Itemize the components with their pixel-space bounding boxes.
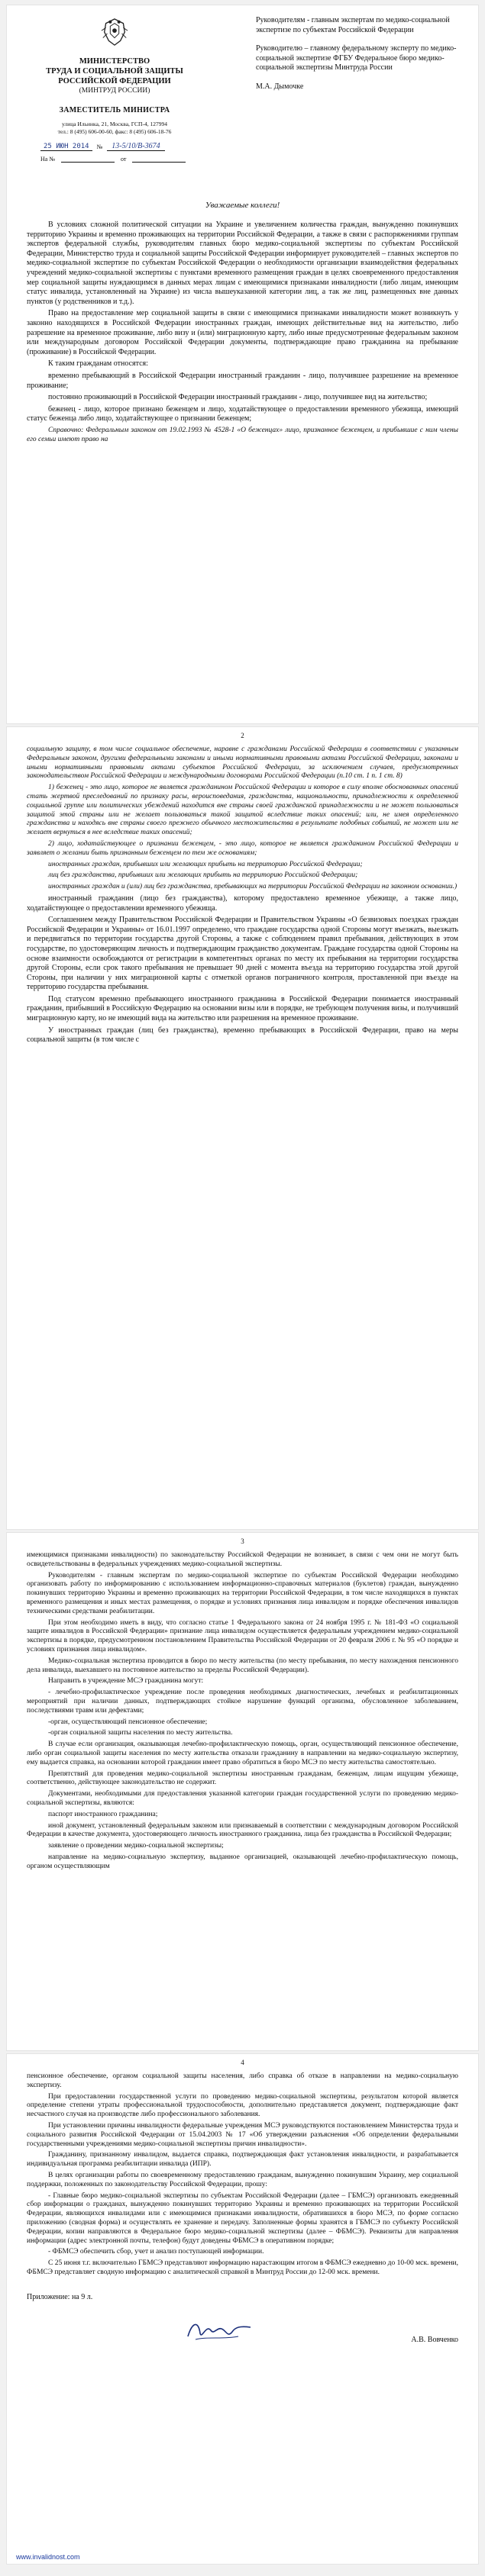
number-prefix: № <box>96 143 103 150</box>
paragraph: В целях организации работы по своевременному предоставлению гражданам, вынужденно покинувшим Украину, мер социальной поддержки, положенных по законодательству Российской Федерации, прошу: <box>27 2171 458 2188</box>
paragraph: иностранный гражданин (лицо без гражданства), которому предоставлено временное убежище, а также лицо, ходатайствующее о предоставлении временного убежища. <box>27 894 458 913</box>
page-1-body <box>27 221 458 444</box>
paragraph: Документами, необходимыми для предоставления указанной категории граждан государственной услуги по проведению медико-социальной экспертизы, являются: <box>27 1790 458 1807</box>
appendix-note: Приложение: на 9 л. <box>27 2292 93 2301</box>
page-2-body <box>27 745 458 1045</box>
signer-name: А.В. Вовченко <box>411 2335 458 2344</box>
paragraph: К таким гражданам относятся: <box>48 359 148 369</box>
paragraph: временно пребывающий в Российской Федерации иностранный гражданин - лицо, получившее разрешение на временное проживание; <box>27 371 458 390</box>
paragraph: Руководителям - главным экспертам по медико-социальной экспертизе по субъектам Российской Федерации необходимо организовать работу по информированию с использованием информационно-справочных материалов (буклетов) граждан, вынужденно покинувших территорию Украины и временно проживающих на территории Российской Федерации, в том числе находящихся в пунктах временного размещения и иных местах размещения, о порядке и условиях признания лица инвалидом и порядке обеспечения инвалидов техническими средствами реабилитации. <box>27 1571 458 1615</box>
signature-row <box>27 2317 458 2344</box>
recipient-1: Руководителям - главным экспертам по медико-социальной экспертизе по субъектам Российской Федерации <box>256 16 450 34</box>
paragraph: У иностранных граждан (лиц без гражданства), временно пребывающих в Российской Федерации, право на меры социальной защиты (в том числе с <box>27 1026 458 1045</box>
paragraph: - лечебно-профилактическое учреждение после проведения необходимых диагностических, лечебных и реабилитационных мероприятий при наличии данных, подтверждающих стойкое нарушение функций организма, обусловленное заболеванием, последствиями травм или дефектами; <box>27 1689 458 1715</box>
address-line1: улица Ильинка, 21, Москва, ГСП-4, 127994 <box>62 121 167 127</box>
letter-page-4 <box>6 2053 479 2565</box>
paragraph: При установлении причины инвалидности федеральные учреждения МСЭ руководствуются постановлением Министерства труда и социального развития Российской Федерации от 15.04.2003 № 17 «Об утверждении разъяснения «Об определении федеральными государственными учреждениями медико-социальной экспертизы причин инвалидности». <box>27 2121 458 2148</box>
paragraph: Препятствий для проведения медико-социальной экспертизы иностранным гражданам, беженцам, лицам ищущим убежище, соответственно, действующее законодательство не содержит. <box>27 1769 458 1787</box>
coat-of-arms-icon <box>100 16 129 48</box>
paragraph: При предоставлении государственной услуги по проведению медико-социальной экспертизы, результатом которой является определение степени утраты профессиональной трудоспособности, дополнительно представляется документ, подтверждающие факт несчастного случая на производстве либо профессионального заболевания. <box>27 2092 458 2119</box>
ministry-name-line3: РОССИЙСКОЙ ФЕДЕРАЦИИ <box>58 77 171 85</box>
recipient-name: М.А. Дымочке <box>256 82 304 91</box>
paragraph: Направить в учреждение МСЭ гражданина могут: <box>48 1677 204 1686</box>
paragraph: - Главные бюро медико-социальной экспертизы по субъектам Российской Федерации (далее – ГБМСЭ) организовать ежедневный сбор информации о гражданах, вынужденно покинувших территорию Украины и временно проживающих на территории Российской Федерации, являющихся инвалидами или с имеющимися признаками инвалидности, обратившихся в бюро МСЭ, по форме согласно приложению (сводная форма) и осуществлять ее хранение и передачу. Заполненные формы хранятся в ГБМСЭ по субъекту Российской Федерации, копии направляются в Федеральное бюро медико-социальной экспертизы (далее – ФБМСЭ). Реквизиты для направления информации (адрес электронной почты, телефон) будут доведены ФБМСЭ в оперативном порядке; <box>27 2191 458 2245</box>
reference-date-label: от <box>120 156 127 163</box>
page-number: 3 <box>241 1538 244 1545</box>
paragraph: Право на предоставление мер социальной защиты в связи с имеющимися признаками инвалидности может возникнуть у законно находящихся в Российской Федерации иностранных граждан, имеющих действительные вид на жительство, либо разрешение на временное проживание, либо визу и (или) миграционную карту, либо иные предусмотренные федеральным законом или международным договором Российской Федерации документы, подтверждающие право гражданина на пребывание (проживание) в Российской Федерации. <box>27 309 458 356</box>
date-stamp: 25 ИЮН 2014 <box>40 143 92 151</box>
recipient-2: Руководителю – главному федеральному эксперту по медико-социальной экспертизе ФГБУ Федеральное бюро медико-социальной экспертизы Минтруда России <box>256 44 457 72</box>
paragraph: При этом необходимо иметь в виду, что согласно статье 1 Федерального закона от 24 ноября 1995 г. № 181-ФЗ «О социальной защите инвалидов в Российской Федерации» признание лица инвалидом осуществляется федеральным учреждением медико-социальной экспертизы в порядке, предусмотренном постановлением Правительства Российской Федерации от 20 февраля 2006 г. № 95 «О порядке и условиях признания лица инвалидом». <box>27 1618 458 1653</box>
reference-date-blank <box>132 156 186 163</box>
outgoing-number: 13-5/10/В-3674 <box>107 142 164 151</box>
ministry-block <box>27 16 202 163</box>
paragraph: -орган, осуществляющий пенсионное обеспечение; <box>48 1718 208 1726</box>
paragraph: Соглашением между Правительством Российской Федерации и Правительством Украины «О безвизовых поездках граждан Российской Федерации и Украины» от 16.01.1997 определено, что граждане государства одной Стороны могут въезжать, выезжать и передвигаться по территории государства другой Стороны, а также с соблюдением правил пребывания, действующих в этом государстве, по удостоверяющим личность и подтверждающим гражданство документам. Граждане государства одной Стороны на основе взаимности освобождаются от регистрации в компетентных органах по месту их пребывания на территории государства другой Стороны, если срок такого пребывания не превышает 90 дней с момента въезда на территорию государства этой другой Стороны, при наличии у них миграционной карты с отметкой органов пограничного контроля, проставленной при въезде на территорию государства пребывания. <box>27 916 458 992</box>
ministry-name-line2: ТРУДА И СОЦИАЛЬНОЙ ЗАЩИТЫ <box>46 67 183 76</box>
handwritten-signature-icon <box>185 2317 254 2344</box>
paragraph: -орган социальной защиты населения по месту жительства. <box>48 1729 233 1737</box>
paragraph: В случае если организация, оказывающая лечебно-профилактическую помощь, орган, осуществляющий пенсионное обеспечение, либо орган социальной защиты населения по месту жительства отказали гражданину в направлении на медико-социальную экспертизу, ему выдается справка, на основании которой гражданин имеет право обратиться в бюро МСЭ по месту жительства самостоятельно. <box>27 1740 458 1766</box>
paragraph: имеющимися признаками инвалидности) по законодательству Российской Федерации не возникает, в связи с чем они не могут быть освидетельствованы в федеральных учреждениях медико-социальной экспертизы. <box>27 1551 458 1568</box>
reference-row <box>27 156 202 163</box>
paragraph: Медико-социальная экспертиза проводится в бюро по месту жительства (по месту пребывания, по месту нахождения пенсионного дела инвалида, выехавшего на постоянное жительство за пределы Российской Федерации). <box>27 1657 458 1674</box>
paragraph: - ФБМСЭ обеспечить сбор, учет и анализ поступающей информации. <box>48 2248 264 2256</box>
ministry-short-name: (МИНТРУД РОССИИ) <box>79 87 150 95</box>
letter-page-3 <box>6 1532 479 2051</box>
paragraph: 2) лицо, ходатайствующее о признании беженцем, - это лицо, которое не является гражданином Российской Федерации и заявляет о желании быть признанным беженцем по тем же основаниям; <box>27 839 458 857</box>
paragraph: 1) беженец - это лицо, которое не является гражданином Российской Федерации и которое в силу вполне обоснованных опасений стать жертвой преследований по признаку расы, вероисповедания, гражданства, национальности, принадлежности к определенной социальной группе или политических убеждений находится вне страны своей гражданской принадлежности и не может пользоваться защитой этой страны или не желает пользоваться такой защитой вследствие таких опасений; или, не имея определенного гражданства и находясь вне страны своего прежнего обычного местожительства в результате подобных событий, не может или не желает вернуться в нее вследствие таких опасений; <box>27 784 458 837</box>
recipients-block <box>256 16 462 101</box>
page-number: 2 <box>241 732 244 739</box>
salutation: Уважаемые коллеги! <box>205 201 280 210</box>
letter-page-1 <box>6 5 479 724</box>
address-line2: тел.: 8 (495) 606-00-60, факс: 8 (495) 606-18-76 <box>57 128 172 135</box>
paragraph-reference-note: Справочно: Федеральным законом от 19.02.1993 № 4528-1 «О беженцах» лицо, признанное беженцем, и прибывшие с ним члены его семьи имеют право на <box>27 426 458 443</box>
paragraph: направление на медико-социальную экспертизу, выданное организацией, оказывающей лечебно-профилактическую помощь, органом осуществляющим <box>27 1853 458 1870</box>
page-3-body <box>27 1551 458 1872</box>
sender-position: ЗАМЕСТИТЕЛЬ МИНИСТРА <box>59 106 170 114</box>
page-4-body <box>27 2072 458 2278</box>
paragraph: паспорт иностранного гражданина; <box>48 1810 158 1818</box>
paragraph: С 25 июня т.г. включительно ГБМСЭ представляют информацию нарастающим итогом в ФБМСЭ ежедневно до 10-00 мск. времени, ФБМСЭ представляет сводную информацию с аналитической справкой в Минтруд России до 12-00 мск. времени. <box>27 2259 458 2276</box>
paragraph: постоянно проживающий в Российской Федерации иностранный гражданин - лицо, получившее вид на жительство; <box>48 393 428 402</box>
registration-row <box>27 142 202 151</box>
website-footer-link[interactable]: www.invalidnost.com <box>16 2553 80 2561</box>
reference-number-blank <box>61 156 115 163</box>
reference-number-label: На № <box>40 156 55 163</box>
paragraph: иностранных граждан и (или) лиц без гражданства, пребывающих на территории Российской Федерации на законном основании.) <box>48 883 458 891</box>
paragraph: Гражданину, признанному инвалидом, выдается справка, подтверждающая факт установления инвалидности, и разрабатывается индивидуальная программа реабилитации инвалида (ИПР). <box>27 2151 458 2169</box>
paragraph: иной документ, установленный федеральным законом или признаваемый в соответствии с международным договором Российской Федерации в качестве документа, удостоверяющего личность иностранного гражданина, лица без гражданства в Российской Федерации; <box>27 1821 458 1839</box>
letterhead <box>27 5 458 196</box>
paragraph: беженец - лицо, которое признано беженцем и лицо, ходатайствующее о предоставлении временного убежища, имеющий статус беженца либо лицо, ходатайствующее о признании беженцем; <box>27 404 458 423</box>
paragraph: социальную защиту, в том числе социальное обеспечение, наравне с гражданами Российской Федерации в соответствии с указанным Федеральным законом, другими федеральными законами и иными нормативными правовыми актами Российской Федерации, законами и иными нормативными правовыми актами субъектов Российской Федерации, за исключением случаев, предусмотренных законодательством Российской Федерации и международными договорами Российской Федерации (п.10 ст. 1 п. 1 ст. 8) <box>27 745 458 781</box>
paragraph: лиц без гражданства, прибывших или желающих прибыть на территорию Российской Федерации; <box>48 871 358 880</box>
paragraph: заявление о проведении медико-социальной экспертизы; <box>48 1842 224 1850</box>
ministry-name-line1: МИНИСТЕРСТВО <box>79 57 150 66</box>
paragraph: иностранных граждан, прибывших или желающих прибыть на территорию Российской Федерации; <box>48 860 363 868</box>
letter-page-2 <box>6 726 479 1530</box>
page-number: 4 <box>241 2059 244 2066</box>
paragraph: пенсионное обеспечение, органом социальной защиты населения, либо справка об отказе в направлении на медико-социальную экспертизу. <box>27 2072 458 2089</box>
paragraph: В условиях сложной политической ситуации на Украине и увеличением количества граждан, вынужденно покинувших территорию Украины и временно проживающих на территории Российской Федерации, а также в связи с распоряжениями группам экспертов федеральной службы, руководителям главных бюро медико-социальной экспертизы по субъектам Российской Федерации, Министерство труда и социальной защиты Российской Федерации информирует руководителей – главных экспертов по медико-социальной экспертизе по субъектам Российской Федерации о необходимости организации взаимодействия федеральных учреждений медико-социальной экспертизы с пунктами временного размещения граждан в целях своевременного предоставления мер социальной защиты нуждающимся в данных мерах лицам с имеющимися признаками инвалидности (либо лицам, имеющим статус инвалида, установленный на Украине) из числа вышеуказанной категории лиц, а так же лиц, размещенных вне данных пунктов (у родственников и т.д.). <box>27 221 458 306</box>
paragraph: Под статусом временно пребывающего иностранного гражданина в Российской Федерации понимается иностранный гражданин, прибывший в Российскую Федерацию на основании визы или в порядке, не требующем получения визы, и получивший миграционную карту, но не имеющий вида на жительство или разрешения на временное проживание. <box>27 994 458 1023</box>
